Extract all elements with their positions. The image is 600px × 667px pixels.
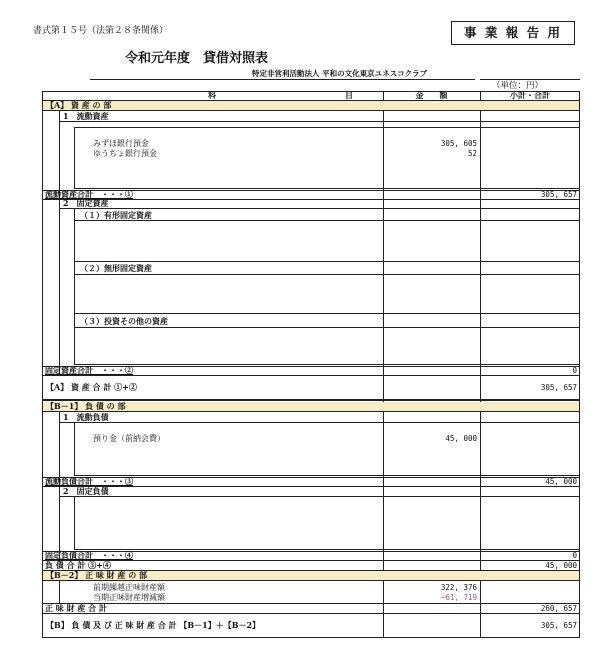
- assets-title: 【A】 資 産 の 部: [46, 100, 112, 110]
- current-assets-total: 305, 657: [540, 190, 577, 199]
- fixed-liabilities-total-label: 固定負債合計 ・・・④: [45, 550, 133, 560]
- col-subject2: 目: [345, 90, 353, 100]
- form-label: 書式第１５号（法第２８条関係）: [33, 26, 169, 36]
- liabilities-total: 45, 000: [545, 561, 577, 570]
- investment-assets-label: （３）投資その他の資産: [80, 316, 168, 326]
- liabilities-total-label: 負 債 合 計 ③+④: [45, 560, 111, 570]
- grand-total: 305, 657: [540, 621, 577, 630]
- net-asset-item-amount-negative: −61, 719: [440, 593, 477, 602]
- current-liabilities-total-label: 流動負債合計 ・・・③: [45, 476, 133, 486]
- col-subject: 科: [208, 90, 216, 100]
- net-asset-item-amount: 322, 376: [440, 583, 477, 592]
- tangible-assets-label: （１）有形固定資産: [80, 210, 152, 220]
- asset-item-amount: 52: [467, 149, 477, 158]
- current-liabilities-title: 1 流動負債: [63, 412, 109, 422]
- liability-item-name: 預り金（前納会費）: [93, 434, 165, 443]
- grand-total-label: 【B】 負 債 及 び 正 味 財 産 合 計 【B－1】＋【B－2】: [46, 620, 261, 630]
- assets-total-label: 【A】 資 産 合 計 ①+②: [46, 382, 137, 392]
- net-assets-total: 260, 657: [540, 604, 577, 613]
- net-assets-title: 【B－2】 正 味 財 産 の 部: [46, 570, 148, 580]
- asset-item-name: みずほ銀行預金: [93, 139, 149, 148]
- col-subtotal: 小計・合計: [510, 90, 550, 100]
- current-assets-box: [74, 127, 580, 189]
- fixed-assets-title: 2 固定資産: [63, 198, 109, 208]
- unit-label: （単位：円）: [492, 81, 544, 91]
- fixed-assets-total: 0: [572, 366, 577, 375]
- current-liabilities-box: [74, 422, 580, 476]
- fixed-assets-total-label: 固定資産合計 ・・・②: [45, 365, 133, 375]
- intangible-assets-label: （２）無形固定資産: [80, 263, 152, 273]
- assets-total: 305, 657: [540, 383, 577, 392]
- col-amount: 金 額: [415, 90, 448, 100]
- current-assets-total-label: 流動資産合計 ・・・①: [45, 189, 133, 199]
- current-liabilities-total: 45, 000: [545, 477, 577, 486]
- net-assets-total-label: 正 味 財 産 合 計: [45, 603, 107, 613]
- fixed-assets-box: [74, 208, 580, 365]
- net-asset-item-name: 当期正味財産増減額: [93, 593, 165, 602]
- liabilities-title: 【B－1】 負 債 の 部: [46, 401, 126, 411]
- report-box: 事 業 報 告 用: [451, 21, 575, 45]
- liability-item-amount: 45, 000: [445, 434, 477, 443]
- org-name: 特定非営利活動法人 平和の文化東京ユネスコクラブ: [252, 69, 428, 78]
- fixed-liabilities-total: 0: [572, 551, 577, 560]
- fixed-liabilities-box: [74, 496, 580, 550]
- fixed-liabilities-title: 2 固定負債: [63, 486, 109, 496]
- net-asset-item-name: 前期繰越正味財産額: [93, 583, 165, 592]
- page-title: 令和元年度 貸借対照表: [125, 51, 269, 66]
- asset-item-name: ゆうちょ銀行預金: [93, 149, 157, 158]
- current-assets-title: 1 流動資産: [63, 111, 109, 121]
- asset-item-amount: 305, 605: [440, 139, 477, 148]
